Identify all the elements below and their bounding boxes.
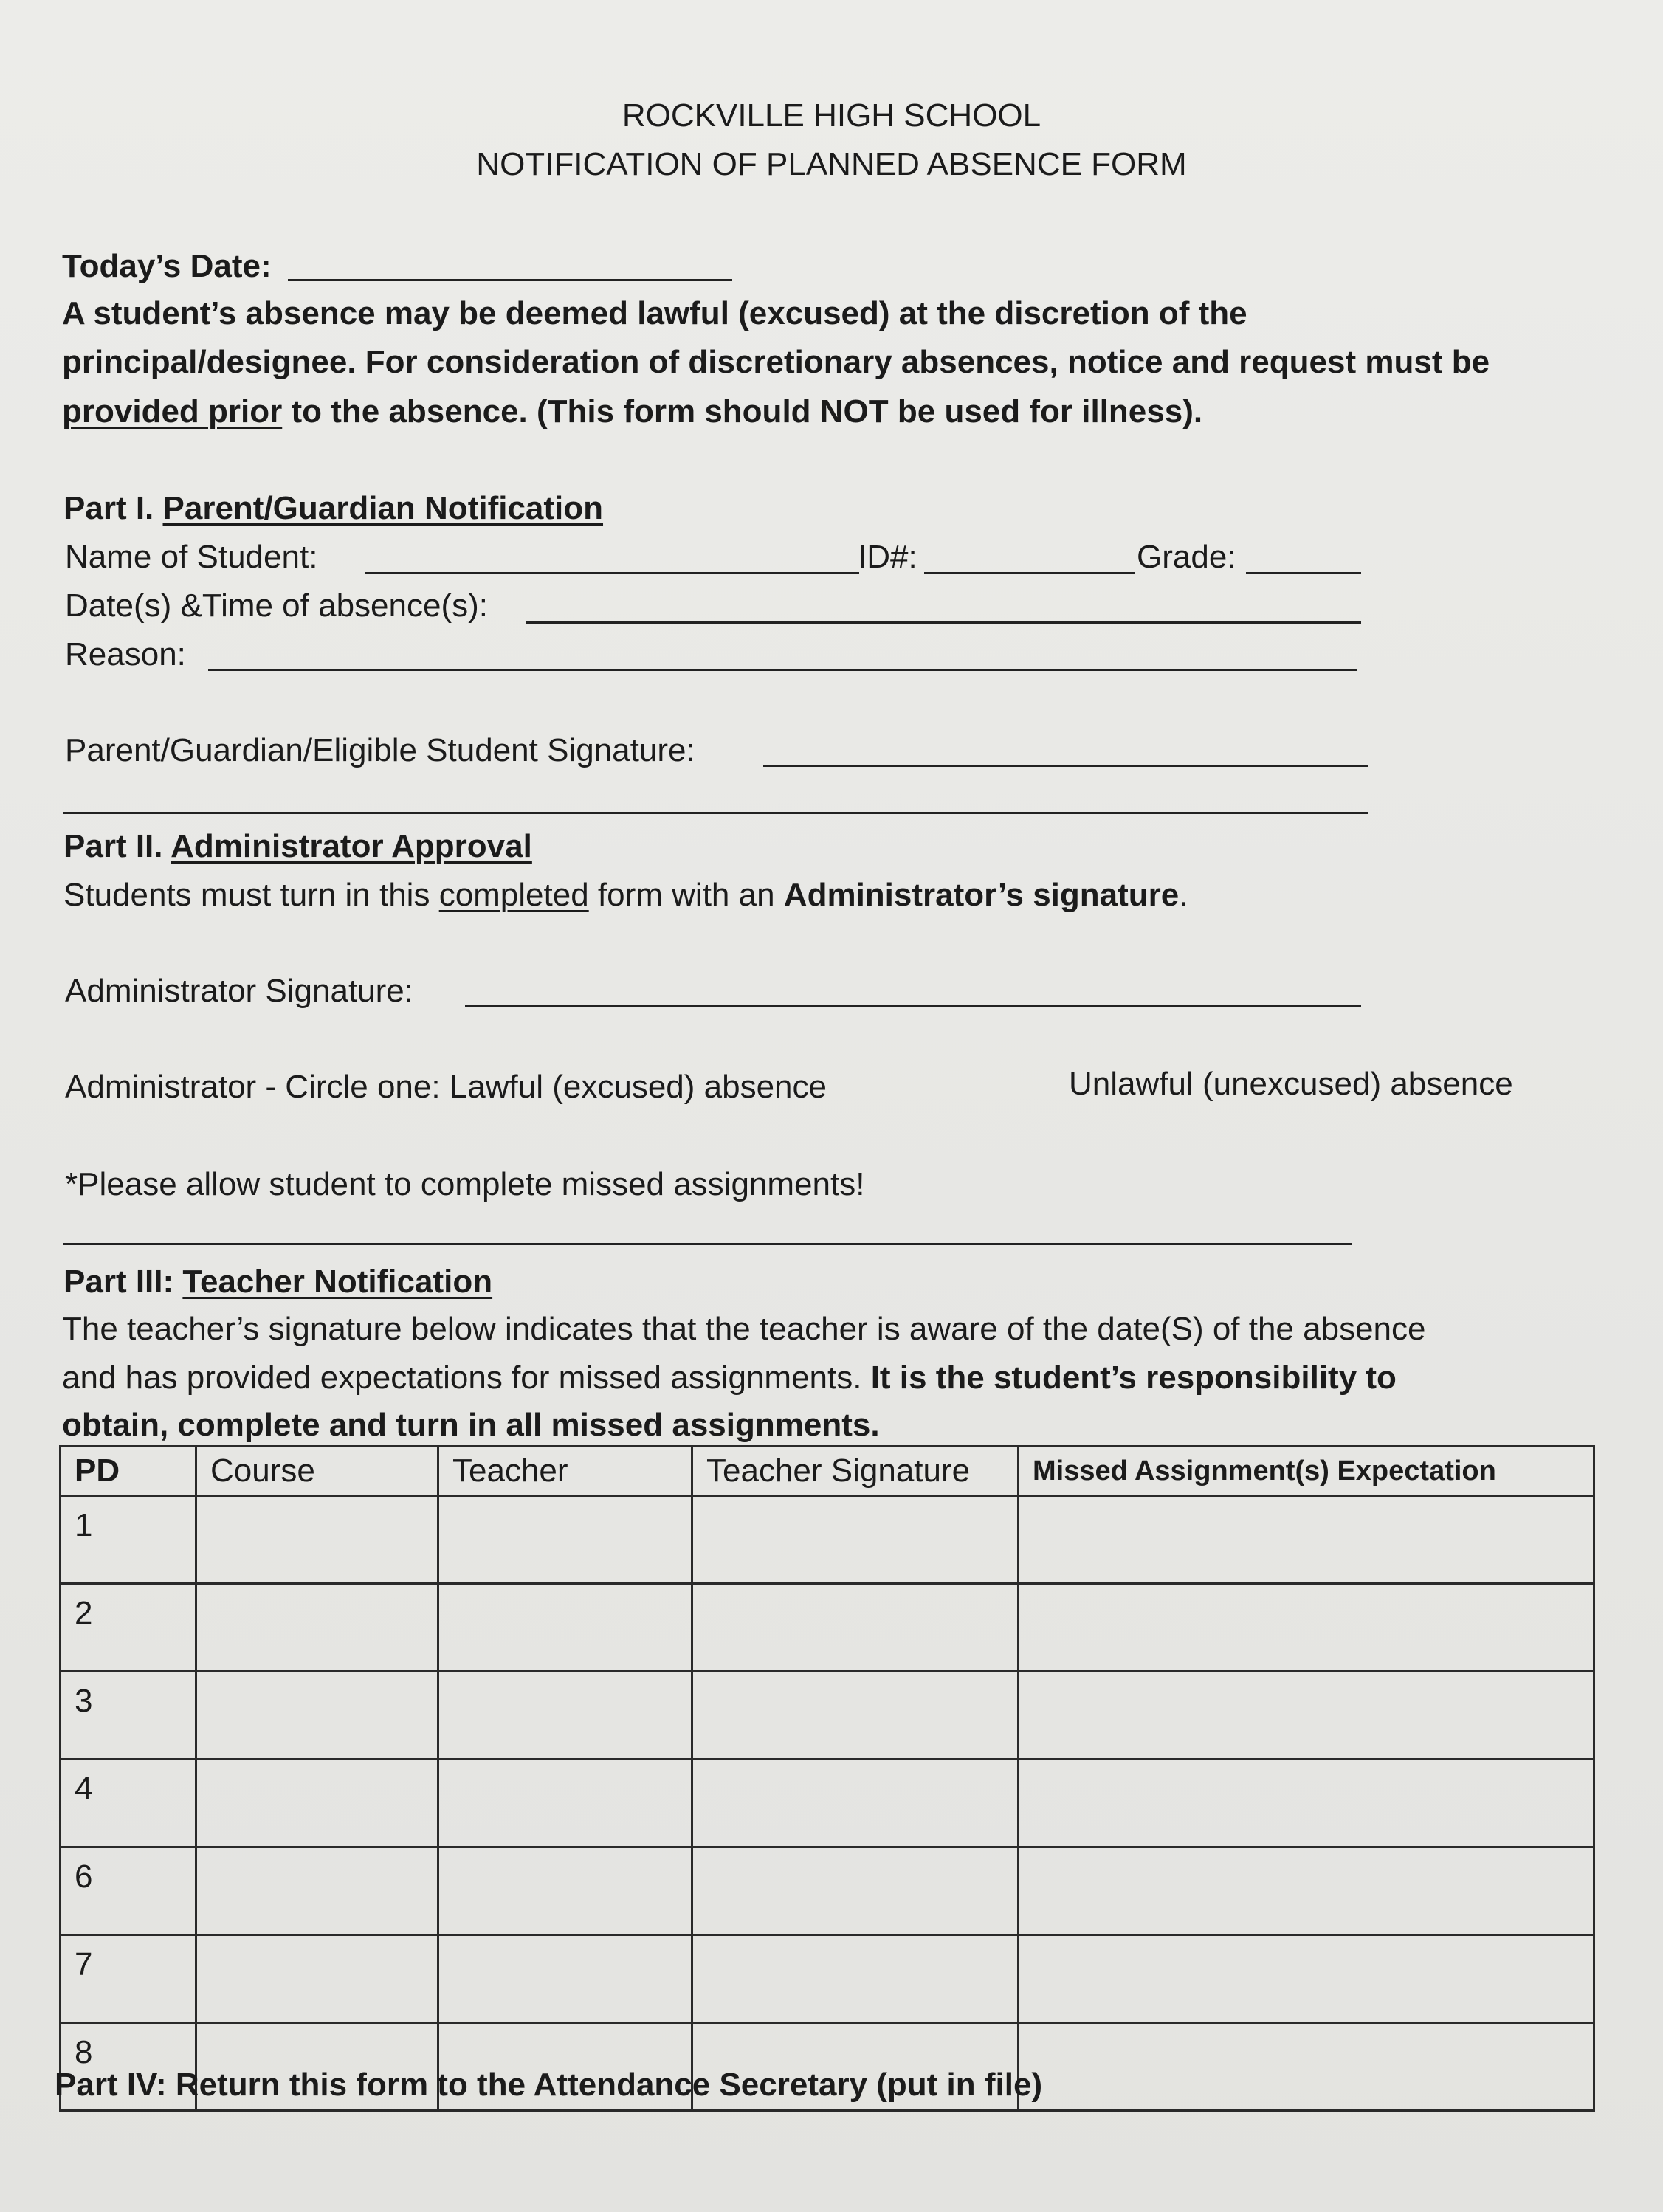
expectation-cell[interactable] xyxy=(1019,2023,1594,2111)
period-cell: 4 xyxy=(61,1760,196,1847)
reason-line[interactable] xyxy=(208,669,1357,671)
period-cell: 6 xyxy=(61,1847,196,1935)
student-id-line[interactable] xyxy=(924,572,1135,574)
expectation-cell[interactable] xyxy=(1019,1760,1594,1847)
teacher-notification-table xyxy=(59,1445,1595,2112)
provided-prior-text: provided prior xyxy=(62,393,283,430)
part2-instr-a: Students must turn in this xyxy=(63,877,439,913)
part2-heading xyxy=(63,828,532,865)
part3-line-2 xyxy=(62,1360,1397,1396)
period-cell: 8 xyxy=(61,2023,196,2111)
teacher-signature-cell[interactable] xyxy=(692,1935,1019,2023)
course-cell[interactable] xyxy=(196,1760,438,1847)
part2-title: Administrator Approval xyxy=(171,828,532,864)
admin-signature-line[interactable] xyxy=(465,1005,1361,1007)
school-name: ROCKVILLE HIGH SCHOOL xyxy=(622,97,1041,134)
form-title: NOTIFICATION OF PLANNED ABSENCE FORM xyxy=(476,146,1187,182)
header-missed-assignment-expectation: Missed Assignment(s) Expectation xyxy=(1019,1447,1594,1496)
student-id-label: ID#: xyxy=(858,539,917,575)
teacher-cell[interactable] xyxy=(438,1496,692,1584)
part3-line-1: The teacher’s signature below indicates that the teacher is aware of the date(S) of the absence xyxy=(62,1311,1426,1347)
circle-one-unlawful[interactable]: Unlawful (unexcused) absence xyxy=(1069,1066,1513,1102)
header-teacher: Teacher xyxy=(438,1447,692,1496)
part1-heading xyxy=(63,490,603,527)
period-cell: 2 xyxy=(61,1584,196,1672)
header-teacher-signature: Teacher Signature xyxy=(692,1447,1019,1496)
teacher-cell[interactable] xyxy=(438,1672,692,1760)
teacher-cell[interactable] xyxy=(438,1935,692,2023)
table-row xyxy=(61,1672,1594,1760)
part2-prefix: Part II. xyxy=(63,828,171,864)
todays-date-label: Today’s Date: xyxy=(62,248,272,284)
todays-date-line[interactable] xyxy=(288,279,732,281)
admin-signature-label: Administrator Signature: xyxy=(65,973,413,1009)
absence-dates-label: Date(s) &Time of absence(s): xyxy=(65,588,488,624)
table-header-row xyxy=(61,1447,1594,1496)
table-row xyxy=(61,1584,1594,1672)
course-cell[interactable] xyxy=(196,1672,438,1760)
section-divider-2 xyxy=(63,1243,1352,1245)
parent-signature-label: Parent/Guardian/Eligible Student Signature: xyxy=(65,732,695,768)
part3-line-2-bold: It is the student’s responsibility to xyxy=(870,1360,1397,1396)
header-course: Course xyxy=(196,1447,438,1496)
reason-label: Reason: xyxy=(65,636,186,672)
expectation-cell[interactable] xyxy=(1019,1847,1594,1935)
grade-line[interactable] xyxy=(1246,572,1361,574)
part3-heading xyxy=(63,1264,492,1300)
expectation-cell[interactable] xyxy=(1019,1584,1594,1672)
header-pd: PD xyxy=(61,1447,196,1496)
course-cell[interactable] xyxy=(196,1584,438,1672)
intro-line-3 xyxy=(62,393,1202,430)
missed-assignments-note: *Please allow student to complete missed assignments! xyxy=(65,1166,865,1202)
intro-line-3-rest: to the absence. (This form should NOT be used for illness). xyxy=(282,393,1203,430)
grade-label: Grade: xyxy=(1137,539,1236,575)
section-divider-1 xyxy=(63,812,1368,814)
table-row xyxy=(61,1496,1594,1584)
part2-instr-b: form with an xyxy=(588,877,784,913)
part4-instruction: Part IV: Return this form to the Attendance Secretary (put in file) xyxy=(55,2067,1043,2103)
part3-title: Teacher Notification xyxy=(182,1264,493,1300)
part3-line-2-regular: and has provided expectations for missed assignments. xyxy=(62,1360,871,1396)
expectation-cell[interactable] xyxy=(1019,1672,1594,1760)
course-cell[interactable] xyxy=(196,1935,438,2023)
student-name-line[interactable] xyxy=(365,572,859,574)
table-row xyxy=(61,1847,1594,1935)
expectation-cell[interactable] xyxy=(1019,1935,1594,2023)
teacher-signature-cell[interactable] xyxy=(692,1496,1019,1584)
part3-line-3: obtain, complete and turn in all missed assignments. xyxy=(62,1407,880,1443)
student-name-label: Name of Student: xyxy=(65,539,318,575)
teacher-cell[interactable] xyxy=(438,1760,692,1847)
part3-prefix: Part III: xyxy=(63,1264,183,1300)
table-row xyxy=(61,1935,1594,2023)
expectation-cell[interactable] xyxy=(1019,1496,1594,1584)
teacher-cell[interactable] xyxy=(438,1584,692,1672)
administrator-signature-bold: Administrator’s signature xyxy=(783,877,1180,913)
teacher-signature-cell[interactable] xyxy=(692,1847,1019,1935)
teacher-signature-cell[interactable] xyxy=(692,1584,1019,1672)
completed-text: completed xyxy=(438,877,589,913)
period-cell: 1 xyxy=(61,1496,196,1584)
part2-instr-end: . xyxy=(1179,877,1188,913)
absence-dates-line[interactable] xyxy=(526,621,1361,624)
teacher-signature-cell[interactable] xyxy=(692,1760,1019,1847)
intro-line-1: A student’s absence may be deemed lawful (excused) at the discretion of the xyxy=(62,295,1247,331)
period-cell: 7 xyxy=(61,1935,196,2023)
teacher-signature-cell[interactable] xyxy=(692,1672,1019,1760)
part1-title: Parent/Guardian Notification xyxy=(162,490,604,526)
parent-signature-line[interactable] xyxy=(763,765,1368,767)
part2-instructions xyxy=(63,877,1188,914)
teacher-cell[interactable] xyxy=(438,1847,692,1935)
course-cell[interactable] xyxy=(196,1496,438,1584)
period-cell: 3 xyxy=(61,1672,196,1760)
intro-line-2: principal/designee. For consideration of discretionary absences, notice and request must be xyxy=(62,344,1490,380)
circle-one-lawful[interactable]: Administrator - Circle one: Lawful (excused) absence xyxy=(65,1069,827,1105)
table-row xyxy=(61,1760,1594,1847)
course-cell[interactable] xyxy=(196,1847,438,1935)
part1-prefix: Part I. xyxy=(63,490,163,526)
